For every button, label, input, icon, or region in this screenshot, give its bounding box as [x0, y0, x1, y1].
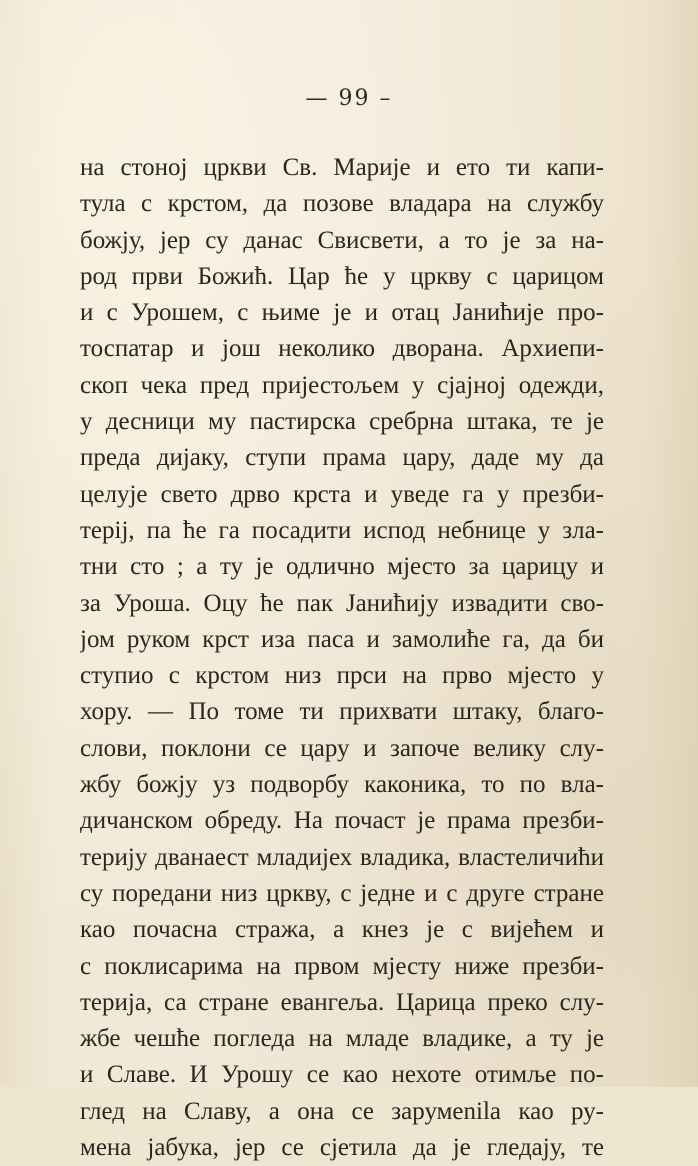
text-line: јом руком крст иза паса и замолиће га, да би: [80, 625, 604, 653]
text-line: као почасна стража, а кнез је с вијећем и: [80, 916, 604, 944]
text-line: су поредани низ цркву, с једне и с друге стране: [80, 879, 604, 907]
text-line: дичанском обреду. На почаст је прама презби-: [80, 807, 604, 835]
text-line: божју, јер су данас Свисвети, а то је за на-: [80, 226, 604, 254]
text-line: с поклисарима на првом мјесту ниже презби-: [80, 952, 604, 980]
text-line: ступио с крстом низ прси на прво мјесто у: [80, 662, 604, 690]
text-line: глед на Славу, а она се зарумenila као ру-: [80, 1097, 604, 1125]
text-line: скоп чека пред пријестољем у сјајној одежди,: [80, 371, 604, 399]
text-line: целује свето дрво крста и уведе га у презби-: [80, 480, 604, 508]
text-line: и с Урошем, с њиме је и отац Јанићије про-: [80, 299, 604, 327]
text-line: за Уроша. Оцу ће пак Јанићију извадити сво-: [80, 589, 604, 617]
page-number: — 99 –: [305, 86, 393, 111]
text-line: тула с крстом, да позове владара на службу: [80, 190, 604, 218]
text-line: тоспатар и још неколико дворана. Архиепи-: [80, 335, 604, 363]
text-line: тни сто ; а ту је одлично мјесто за царицу и: [80, 553, 604, 581]
text-line: у десници му пастирска сребрна штака, те је: [80, 408, 604, 436]
text-line: род први Божић. Цар ће у цркву с царицом: [80, 262, 604, 290]
text-line: жбу божју уз подворбу каконика, то по вла-: [80, 771, 604, 799]
text-line: на стоној цркви Св. Марије и ето ти капи-: [80, 154, 604, 181]
text-line: слови, поклони се цару и започе велику слу-: [80, 734, 604, 762]
text-line: терија, са стране евангеља. Царица преко слу-: [80, 988, 604, 1016]
body-text: [80, 150, 604, 1166]
text-line: мена јабука, јер се сјетила да је гледају, те: [80, 1134, 604, 1162]
text-line: преда дијаку, ступи прама цару, даде му да: [80, 444, 604, 472]
text-line: терij, па ће га посадити испод небнице у зла-: [80, 516, 604, 544]
text-line: хору. — По томе ти прихвати штаку, благо-: [80, 698, 604, 726]
text-line: терију дванаест младијех владика, властеличићи: [80, 843, 604, 871]
text-line: жбе чешће погледа на младе владике, а ту је: [80, 1025, 604, 1053]
text-line: и Славе. И Урошу се као нехоте отимље по-: [80, 1061, 604, 1089]
